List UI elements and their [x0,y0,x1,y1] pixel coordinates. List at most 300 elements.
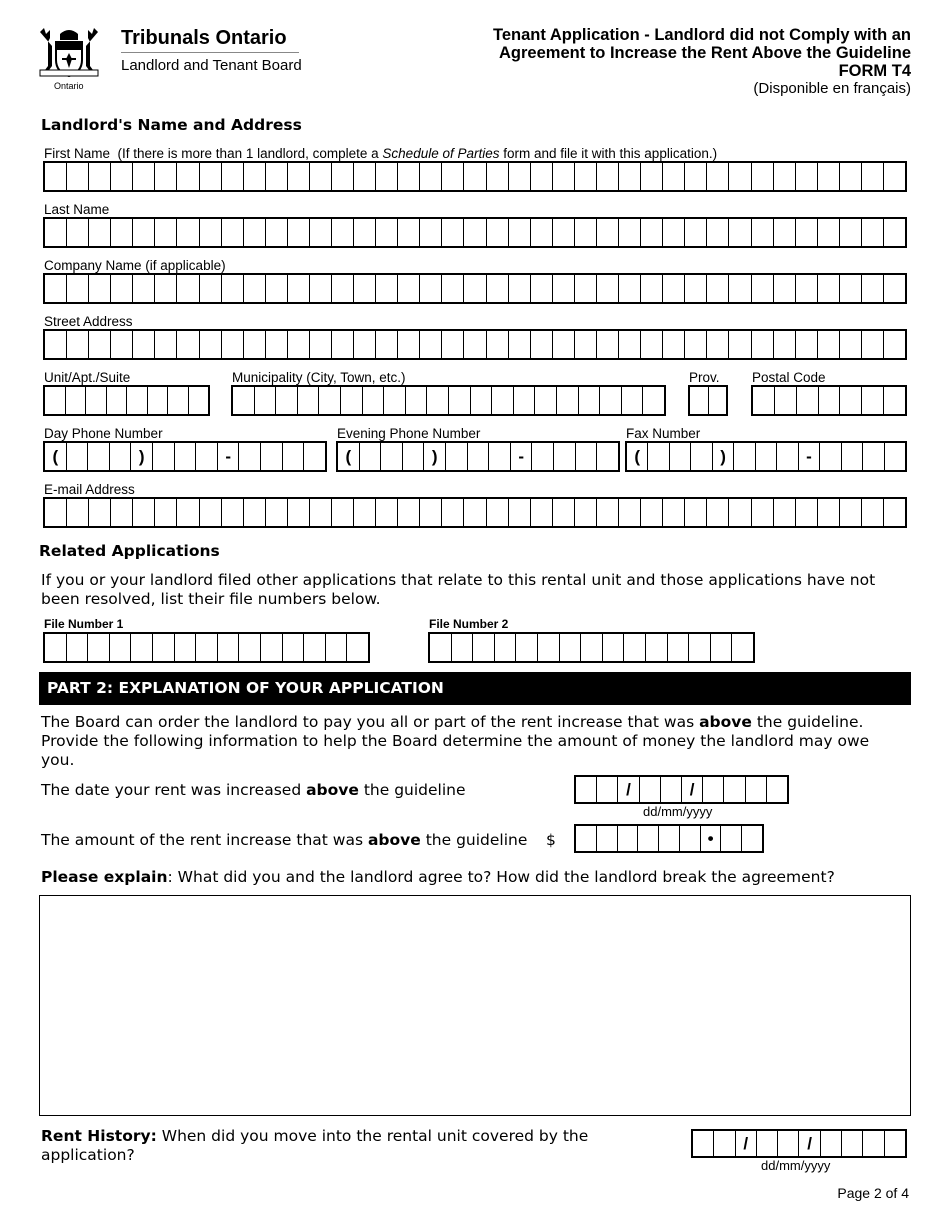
input-cell[interactable] [175,634,197,661]
input-cell[interactable] [420,163,442,190]
input-cell[interactable] [685,499,707,526]
input-cell[interactable] [200,275,222,302]
input-cell[interactable] [619,275,641,302]
email-input[interactable] [43,497,907,528]
input-cell[interactable] [685,275,707,302]
municipality-input[interactable] [231,385,666,416]
input-cell[interactable] [624,634,646,661]
input-cell[interactable] [840,163,862,190]
input-cell[interactable] [752,163,774,190]
input-cell[interactable] [222,331,244,358]
input-cell[interactable] [200,219,222,246]
input-cell[interactable] [840,499,862,526]
input-cell[interactable] [509,275,531,302]
input-cell[interactable] [131,634,153,661]
input-cell[interactable] [222,219,244,246]
input-cell[interactable] [200,163,222,190]
input-cell[interactable] [200,499,222,526]
input-cell[interactable] [45,499,67,526]
input-cell[interactable] [354,499,376,526]
input-cell[interactable] [531,275,553,302]
input-cell[interactable] [818,331,840,358]
input-cell[interactable] [200,331,222,358]
input-cell[interactable] [862,499,884,526]
input-cell[interactable] [713,443,734,470]
fax-input[interactable] [625,441,907,472]
input-cell[interactable] [597,777,618,802]
input-cell[interactable] [709,387,727,414]
input-cell[interactable] [354,331,376,358]
input-cell[interactable] [244,331,266,358]
input-cell[interactable] [711,634,733,661]
input-cell[interactable] [538,634,560,661]
input-cell[interactable] [464,275,486,302]
input-cell[interactable] [603,634,625,661]
input-cell[interactable] [67,163,89,190]
input-cell[interactable] [107,387,128,414]
input-cell[interactable] [376,219,398,246]
input-cell[interactable] [752,499,774,526]
input-cell[interactable] [464,331,486,358]
input-cell[interactable] [597,443,618,470]
input-cell[interactable] [619,163,641,190]
input-cell[interactable] [597,219,619,246]
input-cell[interactable] [619,331,641,358]
input-cell[interactable] [398,275,420,302]
input-cell[interactable] [304,634,326,661]
input-cell[interactable] [310,219,332,246]
input-cell[interactable] [531,163,553,190]
input-cell[interactable] [239,634,261,661]
input-cell[interactable] [449,387,471,414]
input-cell[interactable] [575,275,597,302]
input-cell[interactable] [689,634,711,661]
input-cell[interactable] [244,163,266,190]
input-cell[interactable] [553,499,575,526]
input-cell[interactable] [406,387,428,414]
input-cell[interactable] [354,219,376,246]
input-cell[interactable] [840,387,862,414]
input-cell[interactable] [442,275,464,302]
input-cell[interactable] [177,163,199,190]
input-cell[interactable] [885,1131,905,1156]
input-cell[interactable] [376,163,398,190]
input-cell[interactable] [531,331,553,358]
input-cell[interactable] [690,387,709,414]
input-cell[interactable] [509,219,531,246]
input-cell[interactable] [133,275,155,302]
input-cell[interactable] [818,275,840,302]
input-cell[interactable] [473,634,495,661]
input-cell[interactable] [818,499,840,526]
input-cell[interactable] [153,634,175,661]
input-cell[interactable] [752,331,774,358]
unit-input[interactable] [43,385,210,416]
input-cell[interactable] [619,499,641,526]
input-cell[interactable] [196,443,218,470]
input-cell[interactable] [661,777,682,802]
input-cell[interactable] [842,1131,863,1156]
input-cell[interactable] [729,275,751,302]
input-cell[interactable] [820,443,841,470]
input-cell[interactable] [680,826,701,851]
input-cell[interactable] [840,219,862,246]
input-cell[interactable] [67,331,89,358]
input-cell[interactable] [576,443,598,470]
input-cell[interactable] [89,275,111,302]
input-cell[interactable] [553,163,575,190]
input-cell[interactable] [376,499,398,526]
input-cell[interactable] [774,163,796,190]
input-cell[interactable] [67,634,89,661]
input-cell[interactable] [363,387,385,414]
input-cell[interactable] [133,163,155,190]
input-cell[interactable] [67,219,89,246]
input-cell[interactable] [862,219,884,246]
input-cell[interactable] [663,331,685,358]
input-cell[interactable] [619,219,641,246]
input-cell[interactable] [884,219,905,246]
input-cell[interactable] [403,443,425,470]
input-cell[interactable] [218,634,240,661]
input-cell[interactable] [427,387,449,414]
input-cell[interactable] [239,443,261,470]
input-cell[interactable] [641,499,663,526]
input-cell[interactable] [155,163,177,190]
input-cell[interactable] [663,219,685,246]
input-cell[interactable] [597,275,619,302]
file-number-2-input[interactable] [428,632,755,663]
input-cell[interactable] [862,163,884,190]
input-cell[interactable] [148,387,169,414]
input-cell[interactable] [332,499,354,526]
input-cell[interactable] [732,634,753,661]
input-cell[interactable] [714,1131,735,1156]
input-cell[interactable] [862,387,884,414]
input-cell[interactable] [133,331,155,358]
input-cell[interactable] [45,219,67,246]
input-cell[interactable] [222,163,244,190]
input-cell[interactable] [682,777,703,802]
input-cell[interactable] [111,163,133,190]
input-cell[interactable] [338,443,360,470]
input-cell[interactable] [560,634,582,661]
input-cell[interactable] [398,163,420,190]
input-cell[interactable] [509,163,531,190]
input-cell[interactable] [885,443,905,470]
input-cell[interactable] [89,331,111,358]
input-cell[interactable] [310,499,332,526]
input-cell[interactable] [721,826,742,851]
input-cell[interactable] [532,443,554,470]
input-cell[interactable] [110,443,132,470]
input-cell[interactable] [332,163,354,190]
input-cell[interactable] [796,275,818,302]
input-cell[interactable] [464,219,486,246]
input-cell[interactable] [487,331,509,358]
input-cell[interactable] [45,331,67,358]
input-cell[interactable] [663,499,685,526]
input-cell[interactable] [155,219,177,246]
input-cell[interactable] [310,275,332,302]
input-cell[interactable] [376,331,398,358]
input-cell[interactable] [304,443,325,470]
input-cell[interactable] [796,499,818,526]
input-cell[interactable] [575,219,597,246]
input-cell[interactable] [326,634,348,661]
province-input[interactable] [688,385,728,416]
input-cell[interactable] [168,387,189,414]
input-cell[interactable] [840,331,862,358]
input-cell[interactable] [668,634,690,661]
input-cell[interactable] [818,163,840,190]
input-cell[interactable] [127,387,148,414]
input-cell[interactable] [332,219,354,246]
input-cell[interactable] [554,443,576,470]
input-cell[interactable] [381,443,403,470]
file-number-1-input[interactable] [43,632,370,663]
input-cell[interactable] [707,163,729,190]
input-cell[interactable] [663,163,685,190]
input-cell[interactable] [288,163,310,190]
input-cell[interactable] [863,1131,884,1156]
input-cell[interactable] [597,826,618,851]
input-cell[interactable] [575,499,597,526]
input-cell[interactable] [514,387,536,414]
input-cell[interactable] [627,443,648,470]
input-cell[interactable] [155,499,177,526]
input-cell[interactable] [298,387,320,414]
input-cell[interactable] [175,443,197,470]
input-cell[interactable] [288,499,310,526]
input-cell[interactable] [707,219,729,246]
input-cell[interactable] [222,275,244,302]
input-cell[interactable] [244,275,266,302]
day-phone-input[interactable] [43,441,327,472]
input-cell[interactable] [777,443,798,470]
input-cell[interactable] [471,387,493,414]
input-cell[interactable] [516,634,538,661]
input-cell[interactable] [283,443,305,470]
input-cell[interactable] [420,499,442,526]
input-cell[interactable] [67,275,89,302]
input-cell[interactable] [310,331,332,358]
input-cell[interactable] [703,777,724,802]
input-cell[interactable] [840,275,862,302]
input-cell[interactable] [511,443,533,470]
input-cell[interactable] [452,634,474,661]
input-cell[interactable] [729,219,751,246]
input-cell[interactable] [796,331,818,358]
input-cell[interactable] [261,634,283,661]
input-cell[interactable] [45,163,67,190]
input-cell[interactable] [45,634,67,661]
input-cell[interactable] [420,219,442,246]
input-cell[interactable] [553,219,575,246]
input-cell[interactable] [341,387,363,414]
input-cell[interactable] [509,499,531,526]
input-cell[interactable] [742,826,762,851]
input-cell[interactable] [442,163,464,190]
input-cell[interactable] [155,275,177,302]
input-cell[interactable] [643,387,664,414]
input-cell[interactable] [442,219,464,246]
street-address-input[interactable] [43,329,907,360]
input-cell[interactable] [218,443,240,470]
input-cell[interactable] [799,1131,820,1156]
input-cell[interactable] [685,331,707,358]
input-cell[interactable] [736,1131,757,1156]
input-cell[interactable] [233,387,255,414]
input-cell[interactable] [487,499,509,526]
input-cell[interactable] [266,275,288,302]
input-cell[interactable] [701,826,722,851]
input-cell[interactable] [670,443,691,470]
input-cell[interactable] [659,826,680,851]
last-name-input[interactable] [43,217,907,248]
input-cell[interactable] [398,331,420,358]
input-cell[interactable] [283,634,305,661]
input-cell[interactable] [724,777,745,802]
input-cell[interactable] [531,219,553,246]
input-cell[interactable] [693,1131,714,1156]
input-cell[interactable] [111,331,133,358]
input-cell[interactable] [45,443,67,470]
input-cell[interactable] [196,634,218,661]
input-cell[interactable] [489,443,511,470]
input-cell[interactable] [884,387,905,414]
input-cell[interactable] [597,331,619,358]
input-cell[interactable] [734,443,755,470]
input-cell[interactable] [646,634,668,661]
input-cell[interactable] [89,219,111,246]
input-cell[interactable] [67,499,89,526]
input-cell[interactable] [153,443,175,470]
input-cell[interactable] [707,331,729,358]
input-cell[interactable] [266,163,288,190]
input-cell[interactable] [819,387,841,414]
input-cell[interactable] [799,443,820,470]
input-cell[interactable] [729,163,751,190]
input-cell[interactable] [487,275,509,302]
input-cell[interactable] [261,443,283,470]
input-cell[interactable] [189,387,209,414]
input-cell[interactable] [797,387,819,414]
input-cell[interactable] [89,163,111,190]
input-cell[interactable] [641,275,663,302]
input-cell[interactable] [648,443,669,470]
input-cell[interactable] [398,219,420,246]
input-cell[interactable] [774,499,796,526]
input-cell[interactable] [641,219,663,246]
input-cell[interactable] [575,331,597,358]
input-cell[interactable] [255,387,277,414]
input-cell[interactable] [276,387,298,414]
input-cell[interactable] [133,219,155,246]
input-cell[interactable] [319,387,341,414]
input-cell[interactable] [818,219,840,246]
input-cell[interactable] [177,331,199,358]
rent-increase-amount-input[interactable] [574,824,764,853]
input-cell[interactable] [641,331,663,358]
input-cell[interactable] [638,826,659,851]
input-cell[interactable] [767,777,787,802]
explanation-textarea[interactable] [39,895,911,1116]
input-cell[interactable] [244,499,266,526]
company-name-input[interactable] [43,273,907,304]
input-cell[interactable] [842,443,863,470]
input-cell[interactable] [288,219,310,246]
input-cell[interactable] [360,443,382,470]
input-cell[interactable] [557,387,579,414]
input-cell[interactable] [89,499,111,526]
input-cell[interactable] [756,443,777,470]
input-cell[interactable] [86,387,107,414]
input-cell[interactable] [66,387,87,414]
input-cell[interactable] [155,331,177,358]
input-cell[interactable] [752,219,774,246]
input-cell[interactable] [597,163,619,190]
input-cell[interactable] [133,499,155,526]
input-cell[interactable] [775,387,797,414]
input-cell[interactable] [442,499,464,526]
input-cell[interactable] [111,275,133,302]
first-name-input[interactable] [43,161,907,192]
input-cell[interactable] [862,275,884,302]
input-cell[interactable] [553,331,575,358]
input-cell[interactable] [685,163,707,190]
input-cell[interactable] [442,331,464,358]
input-cell[interactable] [884,275,905,302]
input-cell[interactable] [288,275,310,302]
input-cell[interactable] [600,387,622,414]
input-cell[interactable] [576,777,597,802]
input-cell[interactable] [579,387,601,414]
input-cell[interactable] [862,331,884,358]
input-cell[interactable] [332,275,354,302]
input-cell[interactable] [752,275,774,302]
input-cell[interactable] [796,163,818,190]
input-cell[interactable] [622,387,644,414]
input-cell[interactable] [177,219,199,246]
input-cell[interactable] [424,443,446,470]
input-cell[interactable] [707,275,729,302]
input-cell[interactable] [45,275,67,302]
input-cell[interactable] [88,443,110,470]
input-cell[interactable] [222,499,244,526]
input-cell[interactable] [464,163,486,190]
input-cell[interactable] [177,275,199,302]
input-cell[interactable] [729,499,751,526]
input-cell[interactable] [398,499,420,526]
input-cell[interactable] [487,163,509,190]
input-cell[interactable] [384,387,406,414]
input-cell[interactable] [354,163,376,190]
input-cell[interactable] [177,499,199,526]
input-cell[interactable] [707,499,729,526]
input-cell[interactable] [663,275,685,302]
input-cell[interactable] [757,1131,778,1156]
input-cell[interactable] [774,219,796,246]
input-cell[interactable] [778,1131,799,1156]
input-cell[interactable] [487,219,509,246]
input-cell[interactable] [691,443,712,470]
input-cell[interactable] [685,219,707,246]
input-cell[interactable] [618,826,639,851]
postal-code-input[interactable] [751,385,907,416]
input-cell[interactable] [575,163,597,190]
input-cell[interactable] [753,387,775,414]
